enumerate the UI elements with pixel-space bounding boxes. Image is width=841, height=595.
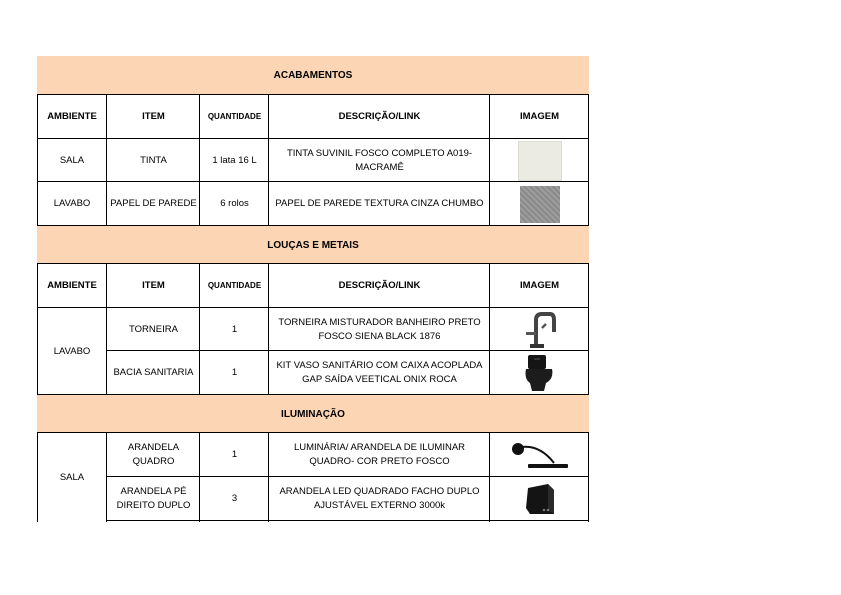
section-title-iluminacao: ILUMINAÇÃO bbox=[37, 395, 589, 433]
cell-ambiente: LAVABO bbox=[53, 198, 91, 209]
grid-line bbox=[106, 432, 107, 522]
grid-line bbox=[37, 432, 589, 433]
picture-light-image bbox=[510, 437, 570, 473]
cell-descricao: PAPEL DE PAREDE TEXTURA CINZA CHUMBO bbox=[275, 198, 484, 209]
grid-line bbox=[199, 94, 200, 226]
toilet-image bbox=[522, 353, 558, 393]
section-title-loucas-e-metais: LOUÇAS E METAIS bbox=[37, 226, 589, 264]
cell-descricao: TORNEIRA MISTURADOR BANHEIRO PRETO FOSCO SIENA BLACK 1876 bbox=[278, 316, 481, 342]
cell-item: BACIA SANITARIA bbox=[113, 367, 194, 378]
grid-line bbox=[489, 94, 490, 226]
grid-line bbox=[37, 94, 589, 95]
grid-line bbox=[37, 432, 38, 522]
grid-line bbox=[268, 263, 269, 395]
cell-item: ARANDELA QUADRO bbox=[127, 442, 180, 467]
grid-line bbox=[106, 94, 107, 226]
grid-line bbox=[107, 476, 589, 477]
cell-imagem bbox=[490, 308, 589, 351]
grid-line bbox=[37, 394, 589, 395]
header-item: ITEM bbox=[142, 280, 165, 291]
cell-descricao: KIT VASO SANITÁRIO COM CAIXA ACOPLADA GAP SAÍDA VEETICAL ONIX ROCA bbox=[276, 360, 483, 385]
grid-line bbox=[588, 263, 589, 395]
grid-line bbox=[37, 307, 589, 308]
cell-imagem bbox=[490, 433, 589, 477]
cell-item: TORNEIRA bbox=[129, 323, 178, 335]
grid-line bbox=[37, 225, 589, 226]
grid-line bbox=[199, 263, 200, 395]
cell-descricao: LUMINÁRIA/ ARANDELA DE ILUMINAR QUADRO- COR PRETO FOSCO bbox=[293, 442, 466, 467]
cell-quantidade: 1 bbox=[231, 449, 238, 460]
grid-line bbox=[489, 263, 490, 395]
cell-imagem bbox=[490, 139, 589, 182]
cell-quantidade: 1 bbox=[231, 323, 238, 335]
grid-line bbox=[268, 94, 269, 226]
grid-line bbox=[37, 94, 38, 226]
cell-ambiente: SALA bbox=[59, 154, 85, 166]
header-quantidade: QUANTIDADE bbox=[207, 112, 262, 121]
faucet-image bbox=[520, 310, 560, 350]
header-imagem: IMAGEM bbox=[519, 111, 560, 122]
finishes-spec-sheet bbox=[37, 56, 589, 522]
wall-sconce-image bbox=[522, 480, 558, 518]
grid-line bbox=[37, 181, 589, 182]
header-descricao: DESCRIÇÃO/LINK bbox=[338, 111, 421, 122]
cell-quantidade: 3 bbox=[231, 493, 238, 504]
cell-quantidade: 6 rolos bbox=[220, 198, 249, 209]
header-imagem: IMAGEM bbox=[519, 280, 560, 291]
grid-line bbox=[107, 520, 589, 521]
grid-line bbox=[199, 432, 200, 522]
wallpaper-swatch-image bbox=[520, 186, 560, 223]
cell-descricao: ARANDELA LED QUADRADO FACHO DUPLO AJUSTÁVEL EXTERNO 3000k bbox=[279, 486, 480, 511]
grid-line bbox=[588, 94, 589, 226]
section-title-acabamentos: ACABAMENTOS bbox=[37, 56, 589, 95]
paint-swatch-image bbox=[518, 141, 562, 181]
cell-item: PAPEL DE PAREDE bbox=[110, 198, 197, 209]
grid-line bbox=[37, 138, 589, 139]
grid-line bbox=[588, 432, 589, 522]
grid-line bbox=[107, 350, 589, 351]
cell-descricao: TINTA SUVINIL FOSCO COMPLETO A019- MACRAMÊ bbox=[286, 147, 473, 173]
cell-quantidade: 1 lata 16 L bbox=[212, 154, 257, 166]
grid-line bbox=[489, 432, 490, 522]
grid-line bbox=[268, 432, 269, 522]
cell-quantidade: 1 bbox=[231, 367, 238, 378]
cell-item: ARANDELA PÉ DIREITO DUPLO bbox=[116, 486, 191, 511]
grid-line bbox=[37, 263, 38, 395]
grid-line bbox=[106, 263, 107, 395]
cell-imagem bbox=[490, 477, 589, 521]
grid-line bbox=[37, 263, 589, 264]
cell-ambiente: LAVABO bbox=[53, 345, 91, 357]
header-ambiente: AMBIENTE bbox=[47, 280, 97, 291]
header-descricao: DESCRIÇÃO/LINK bbox=[338, 280, 421, 291]
header-quantidade: QUANTIDADE bbox=[207, 281, 262, 290]
header-ambiente: AMBIENTE bbox=[47, 111, 97, 122]
cell-imagem bbox=[490, 351, 589, 395]
cell-imagem bbox=[490, 182, 589, 226]
cell-ambiente: SALA bbox=[59, 471, 85, 483]
cell-item: TINTA bbox=[140, 154, 167, 166]
header-item: ITEM bbox=[142, 111, 165, 122]
